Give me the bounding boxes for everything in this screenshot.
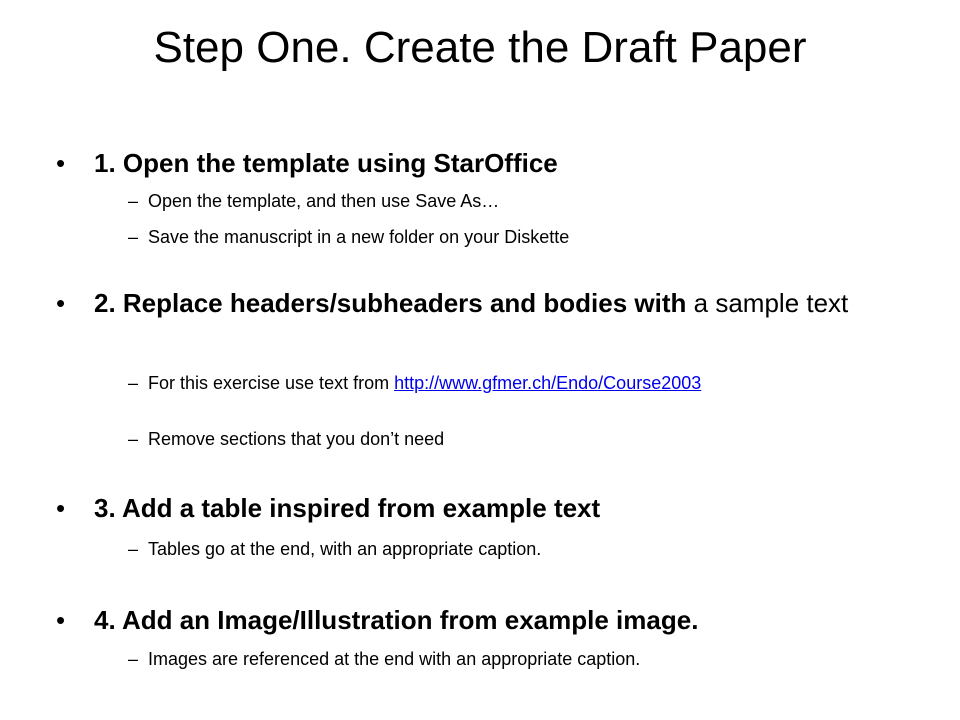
dash-icon: –: [128, 539, 139, 559]
sub-item-3-1: [128, 537, 908, 561]
sub-item-text: For this exercise use text from: [148, 373, 395, 393]
bullet-heading-2-continued: a sample text: [693, 288, 849, 318]
sub-item-text: Images are referenced at the end with an appropriate caption.: [148, 649, 641, 669]
course-link[interactable]: http://www.gfmer.ch/Endo/Course2003: [394, 373, 702, 393]
bullet-heading-3: 3. Add a table inspired from example text: [94, 493, 601, 523]
bullet-icon: •: [56, 288, 66, 318]
dash-icon: –: [128, 429, 139, 449]
sub-item-text: Tables go at the end, with an appropriate caption.: [148, 539, 542, 559]
bullet-heading-1: 1. Open the template using StarOffice: [94, 148, 558, 178]
bullet-item-4: [56, 604, 876, 637]
sub-item-text: Save the manuscript in a new folder on your Diskette: [148, 227, 570, 247]
sub-item-4-1: [128, 647, 908, 671]
bullet-heading-4: 4. Add an Image/Illustration from example image.: [94, 605, 699, 635]
sub-item-text: Remove sections that you don’t need: [148, 429, 445, 449]
bullet-item-1: [56, 147, 876, 180]
dash-icon: –: [128, 649, 139, 669]
sub-item-2-1: [128, 371, 908, 395]
dash-icon: –: [128, 191, 139, 211]
bullet-icon: •: [56, 605, 66, 635]
slide-title: Step One. Create the Draft Paper: [153, 23, 807, 72]
bullet-item-3: [56, 492, 876, 525]
bullet-icon: •: [56, 148, 66, 178]
dash-icon: –: [128, 373, 139, 393]
bullet-heading-2: 2. Replace headers/subheaders and bodies with: [94, 288, 687, 318]
bullet-icon: •: [56, 493, 66, 523]
sub-item-1-1: [128, 189, 908, 213]
dash-icon: –: [128, 227, 139, 247]
sub-item-text: Open the template, and then use Save As…: [148, 191, 500, 211]
sub-item-2-2: [128, 427, 908, 451]
sub-item-1-2: [128, 225, 908, 249]
bullet-item-2: [56, 287, 876, 320]
